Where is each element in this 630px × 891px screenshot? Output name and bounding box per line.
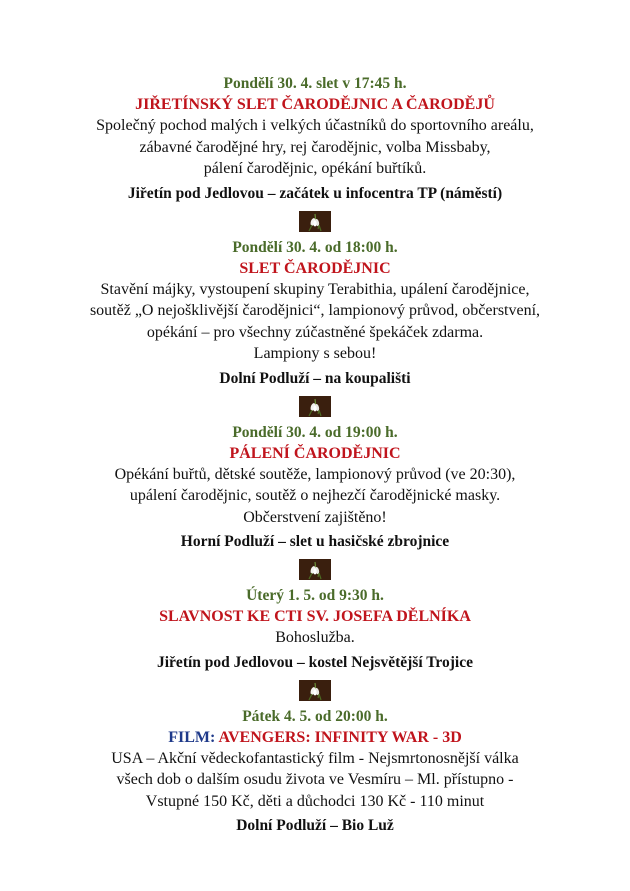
snowdrop-flower-icon — [299, 559, 331, 580]
event-item — [0, 74, 630, 204]
event-title: PÁLENÍ ČARODĚJNIC — [229, 444, 401, 462]
event-title-text: AVENGERS: INFINITY WAR - 3D — [218, 728, 462, 746]
event-item — [0, 707, 630, 837]
event-description-line: zábavné čarodějné hry, rej čarodějnic, volba Missbaby, — [139, 138, 491, 156]
event-title-prefix: FILM: — [168, 728, 216, 746]
event-description-line: Společný pochod malých i velkých účastníků do sportovního areálu, — [96, 117, 534, 134]
event-date: Pondělí 30. 4. od 18:00 h. — [232, 238, 398, 256]
event-description-line: upálení čarodějnic, soutěž o nejhezčí čarodějnické masky. — [129, 487, 501, 504]
snowdrop-flower-icon — [299, 680, 331, 701]
event-description-line: soutěž „O nejošklivější čarodějnici“, lampionový průvod, občerstvení, — [89, 302, 541, 319]
event-description-line: pálení čarodějnic, opékání buřtíků. — [203, 160, 427, 177]
event-place: Jiřetín pod Jedlovou – začátek u infocentra TP (náměstí) — [127, 184, 503, 202]
event-date: Úterý 1. 5. od 9:30 h. — [246, 587, 384, 604]
event-date: Pondělí 30. 4. od 19:00 h. — [232, 423, 398, 441]
events-list — [0, 74, 630, 836]
event-title — [0, 727, 630, 748]
event-place: Jiřetín pod Jedlovou – kostel Nejsvětější Trojice — [157, 653, 473, 671]
event-date: Pátek 4. 5. od 20:00 h. — [242, 707, 388, 725]
event-description-line: Opékání buřtů, dětské soutěže, lampionový průvod (ve 20:30), — [114, 465, 516, 483]
snowdrop-flower-icon — [299, 211, 331, 232]
event-description-line: Vstupné 150 Kč, děti a důchodci 130 Kč - 110 minut — [145, 792, 485, 810]
event-place: Dolní Podluží – na koupališti — [219, 369, 411, 387]
event-description-line: Bohoslužba. — [275, 629, 355, 646]
event-title: SLAVNOST KE CTI SV. JOSEFA DĚLNÍKA — [159, 608, 471, 625]
event-description-line: Lampiony s sebou! — [253, 345, 377, 362]
snowdrop-flower-icon — [299, 396, 331, 417]
event-title: JIŘETÍNSKÝ SLET ČARODĚJNIC A ČARODĚJŮ — [135, 96, 495, 113]
event-item — [0, 586, 630, 673]
event-item — [0, 238, 630, 389]
event-description-line: Občerstvení zajištěno! — [243, 508, 387, 526]
event-description-line: USA – Akční vědeckofantastický film - Nejsmrtonosnější válka — [111, 749, 519, 767]
event-title: SLET ČARODĚJNIC — [239, 259, 391, 277]
event-place: Dolní Podluží – Bio Luž — [236, 817, 394, 834]
event-description-line: Stavění májky, vystoupení skupiny Terabithia, upálení čarodějnice, — [100, 280, 530, 298]
event-description-line: opékání – pro všechny zúčastněné špekáček zdarma. — [146, 323, 484, 341]
event-date: Pondělí 30. 4. slet v 17:45 h. — [223, 75, 407, 92]
event-description-line: všech dob o dalším osudu života ve Vesmíru – Ml. přístupno - — [116, 771, 514, 788]
event-item — [0, 423, 630, 553]
event-place: Horní Podluží – slet u hasičské zbrojnice — [180, 533, 450, 550]
